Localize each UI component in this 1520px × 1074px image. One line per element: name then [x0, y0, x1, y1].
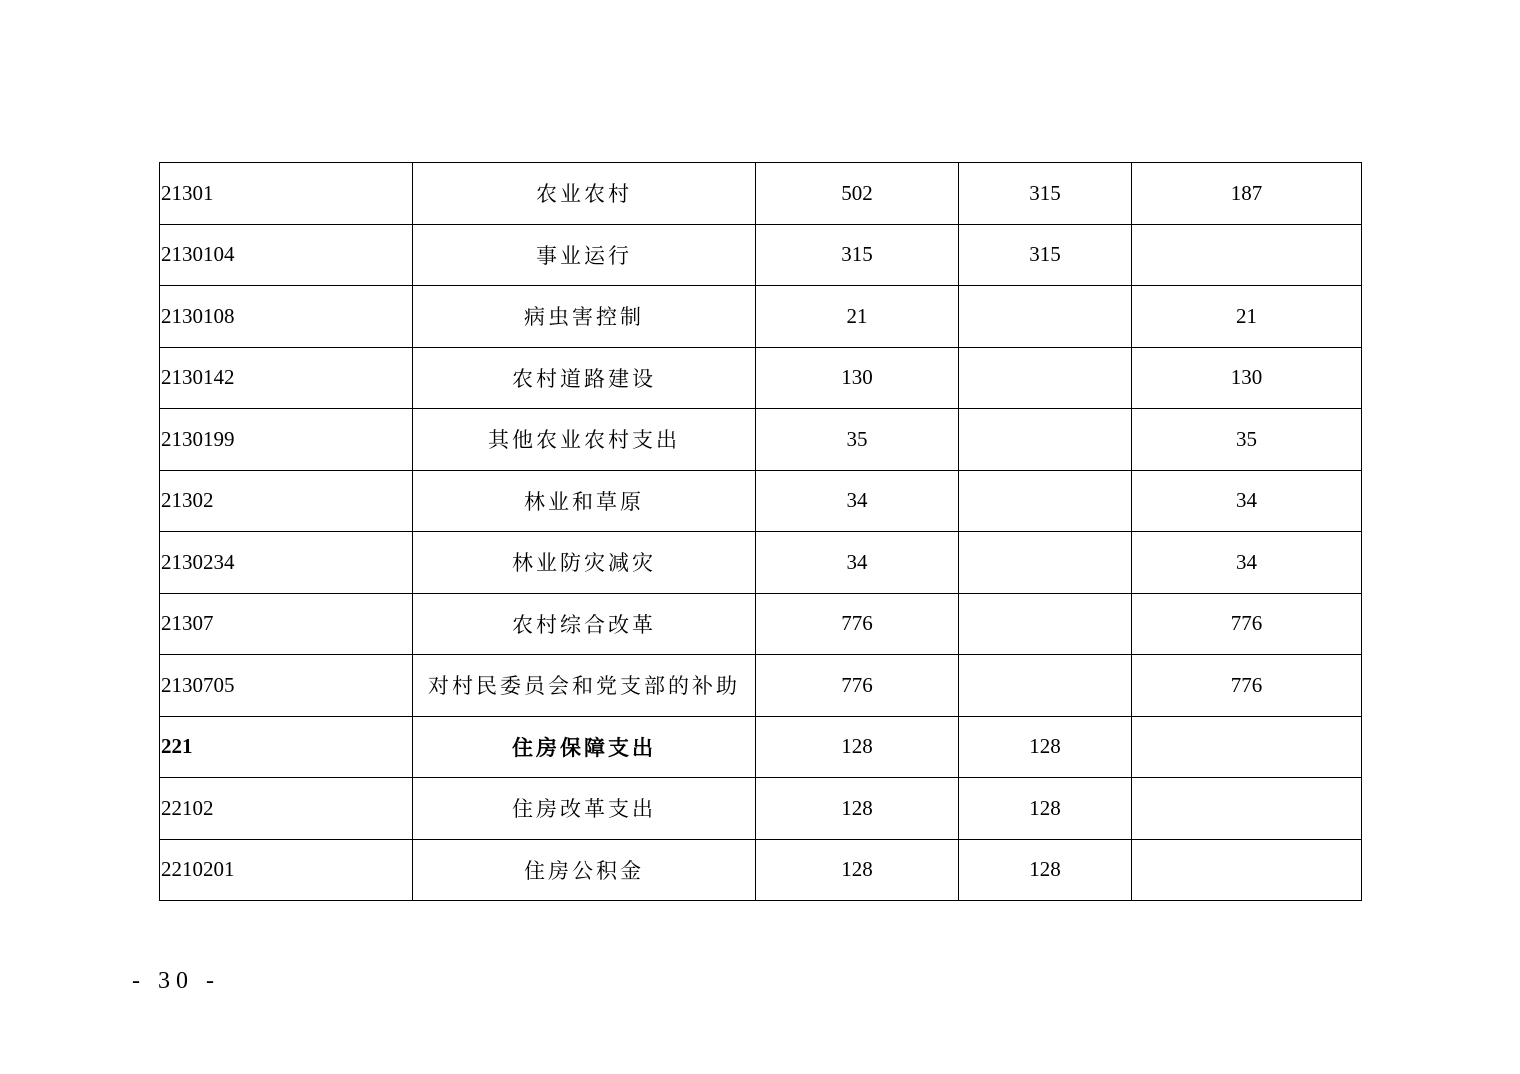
cell-project-expenditure — [1132, 224, 1362, 286]
cell-name: 其他农业农村支出 — [413, 409, 756, 471]
cell-total: 34 — [756, 532, 959, 594]
table-row — [160, 470, 1362, 532]
cell-code: 2130142 — [160, 347, 413, 409]
cell-project-expenditure: 776 — [1132, 655, 1362, 717]
cell-code: 21307 — [160, 593, 413, 655]
cell-code: 221 — [160, 716, 413, 778]
cell-project-expenditure — [1132, 778, 1362, 840]
cell-basic-expenditure: 315 — [959, 163, 1132, 225]
cell-total: 128 — [756, 778, 959, 840]
cell-project-expenditure: 35 — [1132, 409, 1362, 471]
cell-name: 农业农村 — [413, 163, 756, 225]
cell-project-expenditure — [1132, 839, 1362, 901]
cell-code: 2210201 — [160, 839, 413, 901]
cell-total: 776 — [756, 655, 959, 717]
cell-code: 2130199 — [160, 409, 413, 471]
cell-total: 315 — [756, 224, 959, 286]
cell-basic-expenditure: 315 — [959, 224, 1132, 286]
cell-project-expenditure: 34 — [1132, 532, 1362, 594]
cell-name: 事业运行 — [413, 224, 756, 286]
cell-basic-expenditure: 128 — [959, 839, 1132, 901]
cell-basic-expenditure: 128 — [959, 778, 1132, 840]
cell-total: 21 — [756, 286, 959, 348]
page-number: - 30 - — [132, 968, 220, 994]
cell-name: 对村民委员会和党支部的补助 — [413, 655, 756, 717]
table-row — [160, 409, 1362, 471]
cell-basic-expenditure — [959, 655, 1132, 717]
cell-project-expenditure: 34 — [1132, 470, 1362, 532]
cell-total: 502 — [756, 163, 959, 225]
budget-table — [159, 162, 1362, 901]
cell-total: 776 — [756, 593, 959, 655]
table-row — [160, 163, 1362, 225]
cell-project-expenditure: 130 — [1132, 347, 1362, 409]
cell-name: 住房保障支出 — [413, 716, 756, 778]
table-row — [160, 655, 1362, 717]
table-row — [160, 716, 1362, 778]
cell-project-expenditure: 21 — [1132, 286, 1362, 348]
table-row — [160, 593, 1362, 655]
cell-name: 农村道路建设 — [413, 347, 756, 409]
table-row — [160, 347, 1362, 409]
table-row — [160, 839, 1362, 901]
cell-total: 130 — [756, 347, 959, 409]
cell-total: 128 — [756, 716, 959, 778]
cell-total: 34 — [756, 470, 959, 532]
cell-code: 21301 — [160, 163, 413, 225]
cell-name: 林业和草原 — [413, 470, 756, 532]
cell-code: 22102 — [160, 778, 413, 840]
table-body — [160, 163, 1362, 901]
table-row — [160, 286, 1362, 348]
table-row — [160, 778, 1362, 840]
cell-project-expenditure — [1132, 716, 1362, 778]
cell-code: 21302 — [160, 470, 413, 532]
cell-basic-expenditure — [959, 532, 1132, 594]
cell-basic-expenditure — [959, 593, 1132, 655]
cell-project-expenditure: 187 — [1132, 163, 1362, 225]
cell-basic-expenditure — [959, 286, 1132, 348]
cell-name: 农村综合改革 — [413, 593, 756, 655]
table-row — [160, 532, 1362, 594]
cell-basic-expenditure: 128 — [959, 716, 1132, 778]
cell-project-expenditure: 776 — [1132, 593, 1362, 655]
cell-name: 病虫害控制 — [413, 286, 756, 348]
cell-total: 35 — [756, 409, 959, 471]
cell-code: 2130234 — [160, 532, 413, 594]
cell-name: 林业防灾减灾 — [413, 532, 756, 594]
cell-code: 2130104 — [160, 224, 413, 286]
cell-basic-expenditure — [959, 347, 1132, 409]
cell-code: 2130108 — [160, 286, 413, 348]
cell-basic-expenditure — [959, 470, 1132, 532]
cell-total: 128 — [756, 839, 959, 901]
cell-name: 住房公积金 — [413, 839, 756, 901]
cell-code: 2130705 — [160, 655, 413, 717]
cell-name: 住房改革支出 — [413, 778, 756, 840]
cell-basic-expenditure — [959, 409, 1132, 471]
table-row — [160, 224, 1362, 286]
